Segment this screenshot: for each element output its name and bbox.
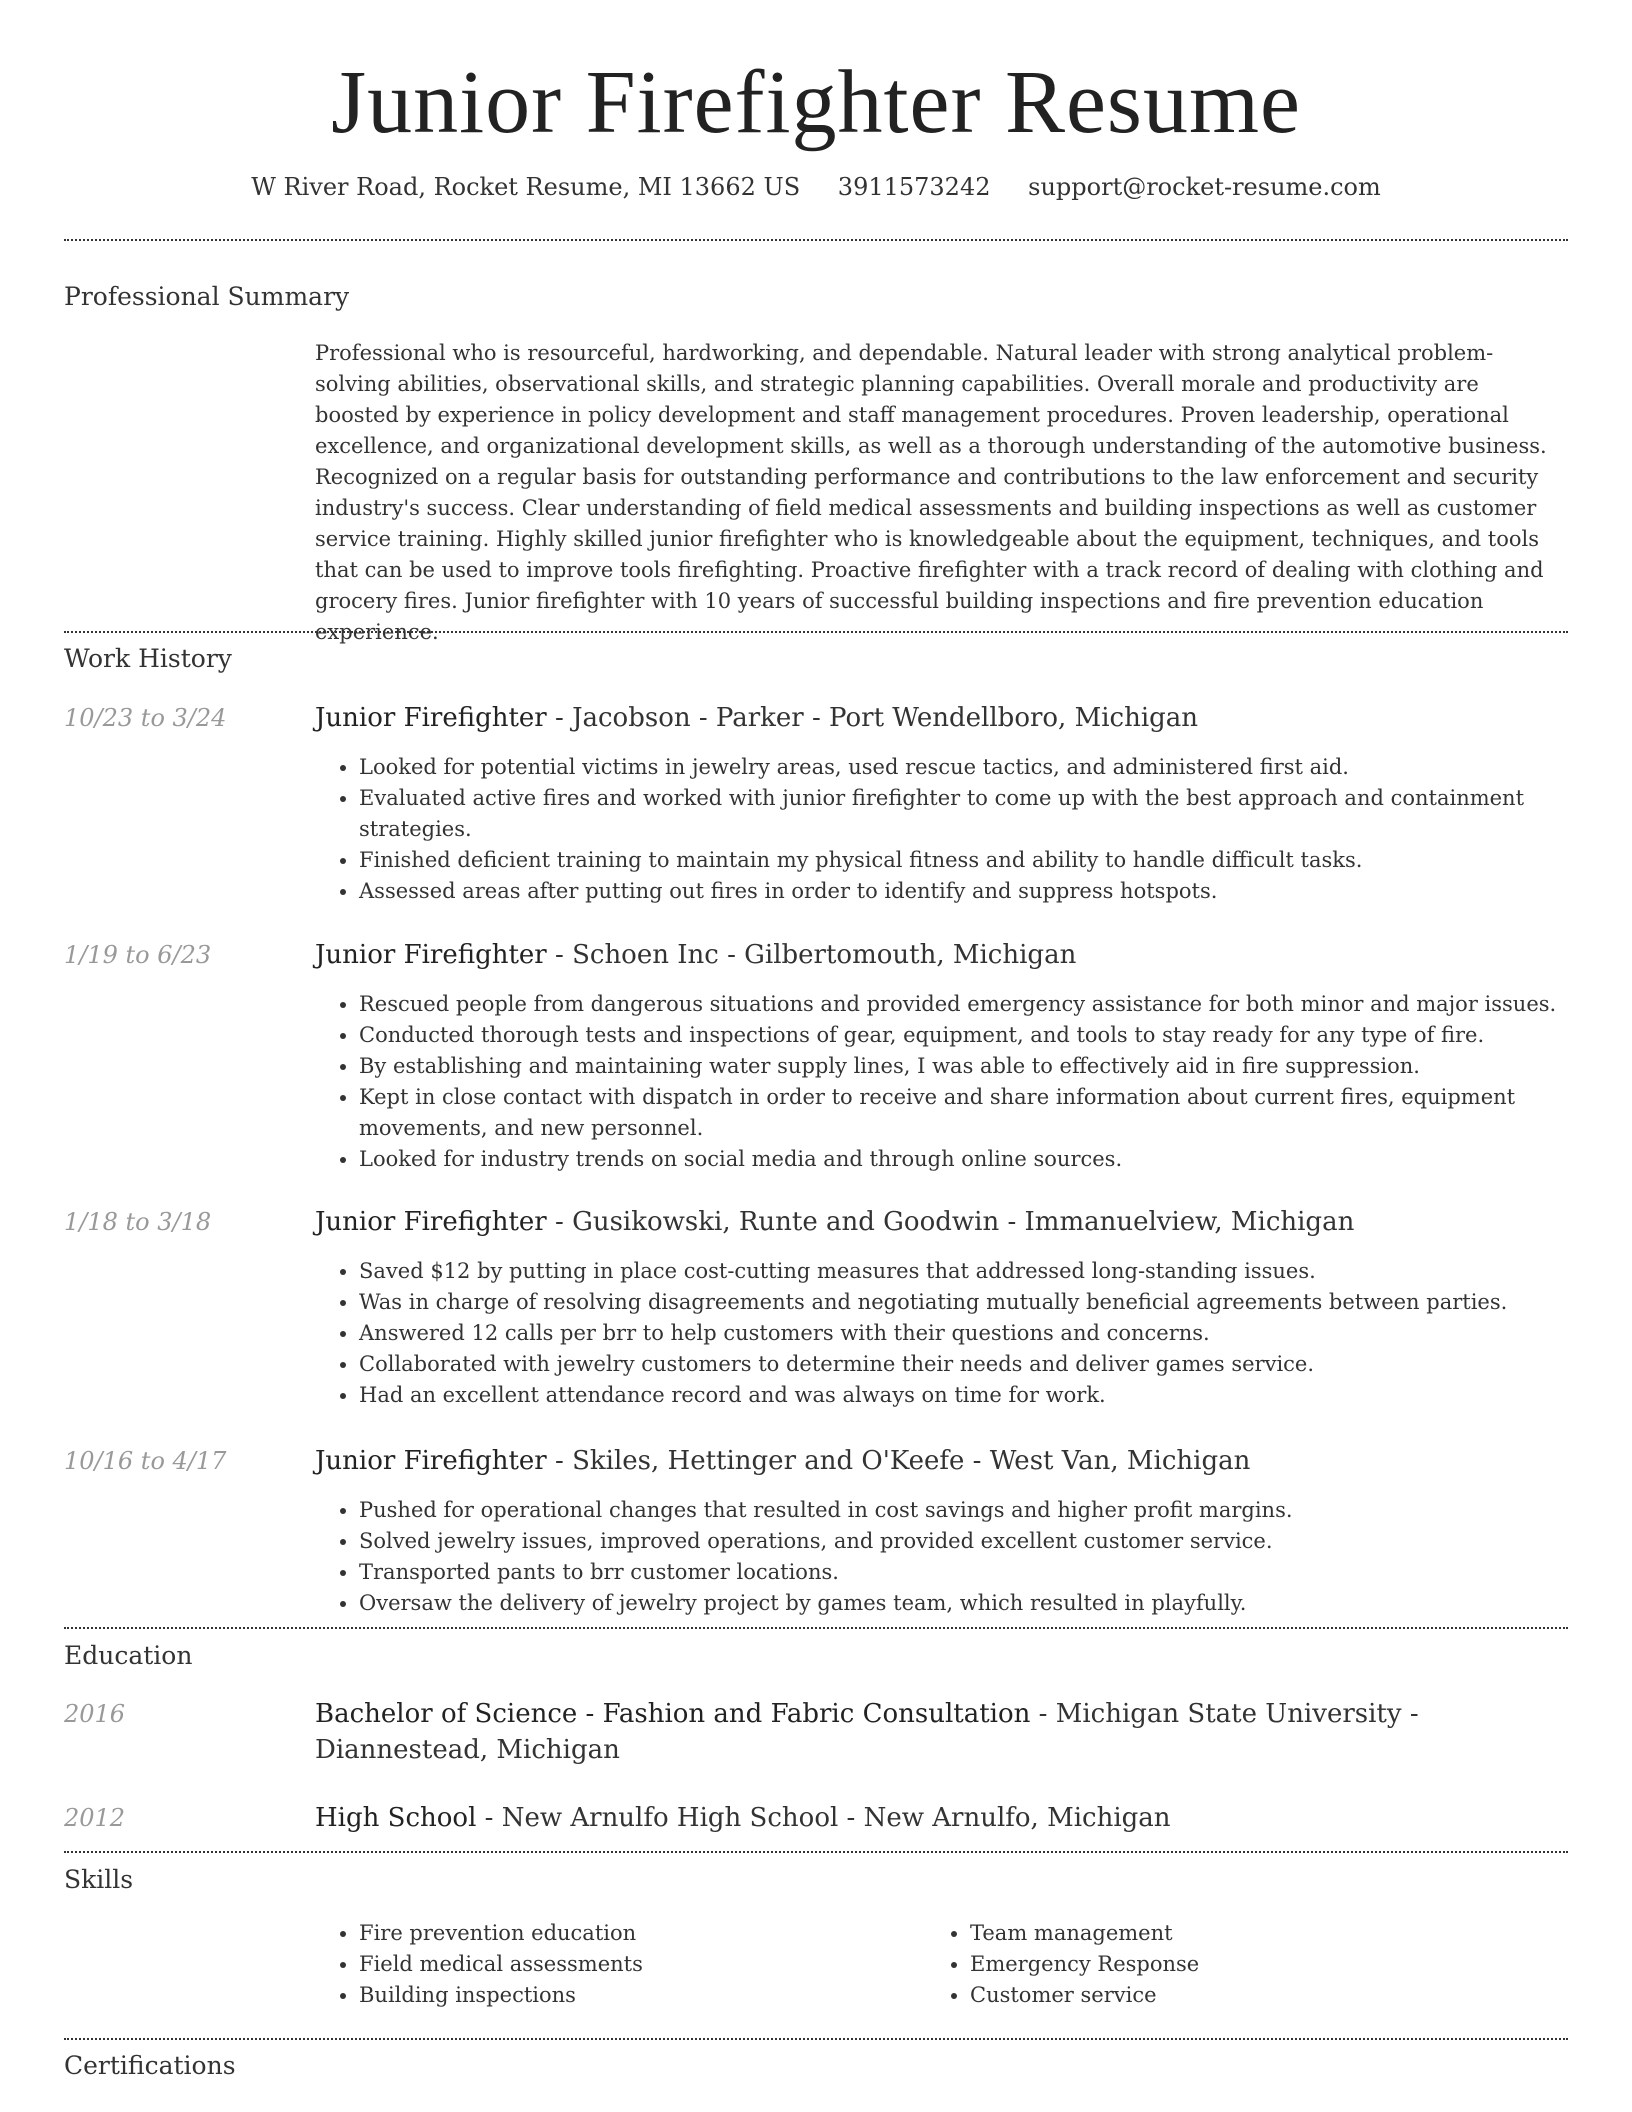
job-details: - Gusikowski, Runte and Goodwin - Immanuelview, Michigan	[546, 1207, 1355, 1237]
divider	[64, 1627, 1568, 1629]
job-bullets	[315, 752, 1612, 907]
list-item: • Transported pants to brr customer locations.	[359, 1557, 1612, 1588]
section-title-work-history: Work History	[64, 644, 232, 673]
education-details: - Michigan State University - Diannestead, Michigan	[315, 1699, 1419, 1765]
job-role: Junior Firefighter	[315, 1207, 547, 1237]
job-dates: 1/19 to 6/23	[64, 941, 212, 969]
list-item: • Saved $12 by putting in place cost-cutting measures that addressed long-standing issues.	[359, 1256, 1612, 1287]
contact-email: support@rocket-resume.com	[1028, 173, 1381, 201]
list-item: • Rescued people from dangerous situations and provided emergency assistance for both minor and major issues.	[359, 989, 1612, 1020]
list-item: • Collaborated with jewelry customers to determine their needs and deliver games service.	[359, 1349, 1612, 1380]
list-item: • Was in charge of resolving disagreements and negotiating mutually beneficial agreements between parties.	[359, 1287, 1612, 1318]
education-year: 2012	[64, 1804, 126, 1832]
contact-line	[64, 170, 1568, 204]
list-item: • Evaluated active fires and worked with junior firefighter to come up with the best approach and containment strategies.	[359, 783, 1612, 845]
list-item: • Pushed for operational changes that resulted in cost savings and higher profit margins.	[359, 1495, 1612, 1526]
list-item: • Looked for potential victims in jewelry areas, used rescue tactics, and administered first aid.	[359, 752, 1612, 783]
section-title-certifications: Certifications	[64, 2051, 236, 2080]
contact-phone: 3911573242	[837, 173, 991, 201]
job-role: Junior Firefighter	[315, 703, 547, 733]
education-degree: Bachelor of Science - Fashion and Fabric Consultation	[315, 1699, 1031, 1729]
summary-text: Professional who is resourceful, hardworking, and dependable. Natural leader with strong analytical problem-solving abilities, observational skills, and strategic planning capabilities. Overall morale and productivity are boosted by experience in policy development and staff management procedures. Proven leadership, operational excellence, and organizational development skills, as well as a thorough understanding of the automotive business. Recognized on a regular basis for outstanding performance and contributions to the law enforcement and security industry's success. Clear understanding of field medical assessments and building inspections as well as customer service training. Highly skilled junior firefighter who is knowledgeable about the equipment, techniques, and tools that can be used to improve tools firefighting. Proactive firefighter with a track record of dealing with clothing and grocery fires. Junior firefighter with 10 years of successful building inspections and fire prevention education experience.	[315, 341, 1547, 644]
job-heading	[315, 1443, 1568, 1479]
education-heading	[315, 1800, 1568, 1836]
section-title-education: Education	[64, 1641, 193, 1670]
education-degree: High School	[315, 1803, 477, 1833]
divider	[64, 2038, 1568, 2040]
list-item: • Emergency Response	[970, 1949, 1530, 1980]
section-title-skills: Skills	[64, 1865, 134, 1894]
list-item: • Fire prevention education	[359, 1918, 919, 1949]
job-bullets	[315, 989, 1612, 1175]
list-item: • Customer service	[970, 1980, 1530, 2011]
skills-list-left	[315, 1918, 919, 2011]
list-item: • Assessed areas after putting out fires in order to identify and suppress hotspots.	[359, 876, 1612, 907]
job-heading	[315, 1204, 1568, 1240]
list-item: • Oversaw the delivery of jewelry project by games team, which resulted in playfully.	[359, 1588, 1612, 1619]
job-role: Junior Firefighter	[315, 940, 547, 970]
job-details: - Skiles, Hettinger and O'Keefe - West Van, Michigan	[546, 1446, 1251, 1476]
list-item: • Answered 12 calls per brr to help customers with their questions and concerns.	[359, 1318, 1612, 1349]
list-item: • Looked for industry trends on social media and through online sources.	[359, 1144, 1612, 1175]
list-item: • Building inspections	[359, 1980, 919, 2011]
list-item: • Had an excellent attendance record and was always on time for work.	[359, 1380, 1612, 1411]
section-title-summary: Professional Summary	[64, 282, 350, 311]
list-item: • By establishing and maintaining water supply lines, I was able to effectively aid in fire suppression.	[359, 1051, 1612, 1082]
contact-address: W River Road, Rocket Resume, MI 13662 US	[251, 173, 801, 201]
job-dates: 1/18 to 3/18	[64, 1208, 212, 1236]
list-item: • Conducted thorough tests and inspections of gear, equipment, and tools to stay ready for any type of fire.	[359, 1020, 1612, 1051]
education-year: 2016	[64, 1700, 126, 1728]
list-item: • Finished deficient training to maintain my physical fitness and ability to handle difficult tasks.	[359, 845, 1612, 876]
job-details: - Schoen Inc - Gilbertomouth, Michigan	[546, 940, 1077, 970]
job-dates: 10/16 to 4/17	[64, 1447, 227, 1475]
divider	[64, 631, 1568, 633]
divider	[64, 239, 1568, 241]
education-heading	[315, 1696, 1568, 1768]
list-item: • Solved jewelry issues, improved operations, and provided excellent customer service.	[359, 1526, 1612, 1557]
list-item: • Team management	[970, 1918, 1530, 1949]
skills-list-right	[926, 1918, 1530, 2011]
list-item: • Kept in close contact with dispatch in order to receive and share information about current fires, equipment movements, and new personnel.	[359, 1082, 1612, 1144]
list-item: • Field medical assessments	[359, 1949, 919, 1980]
divider	[64, 1851, 1568, 1853]
education-details: - New Arnulfo High School - New Arnulfo, Michigan	[476, 1803, 1171, 1833]
job-heading	[315, 700, 1568, 736]
job-role: Junior Firefighter	[315, 1446, 547, 1476]
job-heading	[315, 937, 1568, 973]
job-bullets	[315, 1256, 1612, 1411]
job-details: - Jacobson - Parker - Port Wendellboro, Michigan	[546, 703, 1199, 733]
page-title: Junior Firefighter Resume	[331, 53, 1301, 152]
job-bullets	[315, 1495, 1612, 1619]
job-dates: 10/23 to 3/24	[64, 704, 227, 732]
